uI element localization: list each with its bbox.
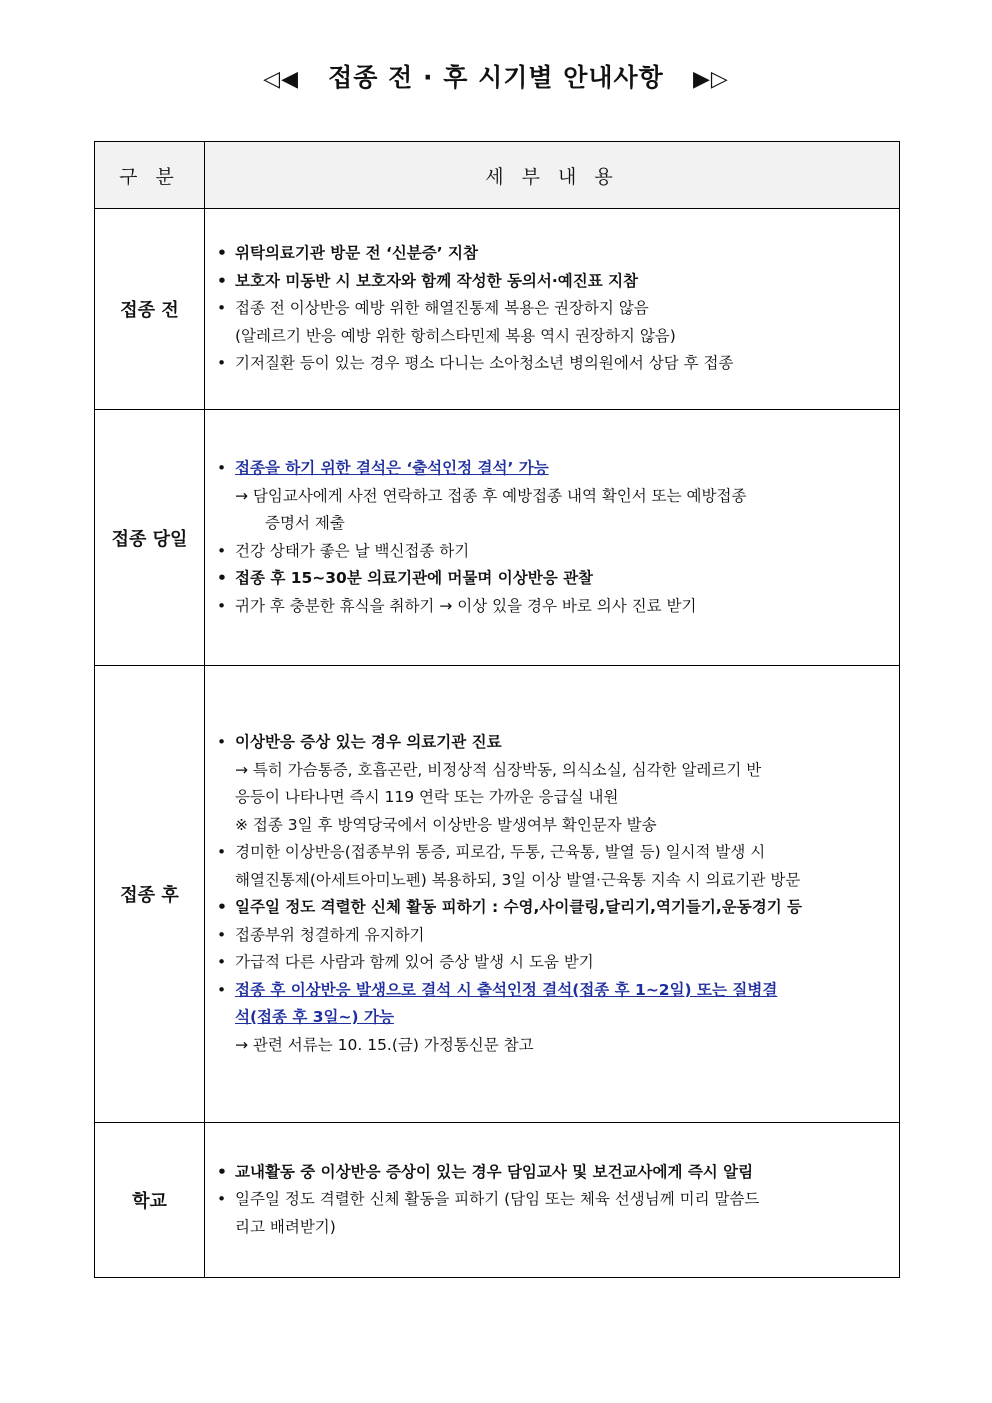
header-row xyxy=(95,142,900,209)
item-text-highlight: 접종 후 이상반응 발생으로 결석 시 출석인정 결석(접종 후 1~2일) 또는 질병결 xyxy=(235,980,778,999)
detail-list xyxy=(213,240,891,378)
list-item xyxy=(213,455,891,538)
item-sub: → 특히 가슴통증, 호흡곤란, 비정상적 심장박동, 의식소실, 심각한 알레르기 반 xyxy=(235,760,762,779)
list-item xyxy=(213,565,891,593)
item-sub: → 담임교사에게 사전 연락하고 접종 후 예방접종 내역 확인서 또는 예방접종 xyxy=(235,486,747,505)
list-item xyxy=(213,922,891,950)
item-text: 가급적 다른 사람과 함께 있어 증상 발생 시 도움 받기 xyxy=(235,953,594,971)
category-cell: 접종 당일 xyxy=(95,410,205,666)
category-cell: 학교 xyxy=(95,1123,205,1278)
item-text: 접종부위 청결하게 유지하기 xyxy=(235,925,425,944)
table-row-before xyxy=(95,209,900,410)
bullet-icon: • xyxy=(217,953,227,971)
list-item xyxy=(213,350,891,378)
page-title xyxy=(0,58,992,94)
item-continuation: 해열진통제(아세트아미노펜) 복용하되, 3일 이상 발열·근육통 지속 시 의료기관 방문 xyxy=(235,870,801,889)
item-text: 위탁의료기관 방문 전 ‘신분증’ 지참 xyxy=(235,244,478,263)
header-detail: 세 부 내 용 xyxy=(205,142,900,209)
item-text-highlight: 접종을 하기 위한 결석은 ‘출석인정 결석’ 가능 xyxy=(235,459,549,477)
list-item xyxy=(213,268,891,296)
category-cell: 접종 후 xyxy=(95,666,205,1123)
bullet-icon: • xyxy=(217,541,227,560)
bullet-icon: • xyxy=(217,1162,227,1181)
list-item xyxy=(213,949,891,977)
item-sub-continuation: 증명서 제출 xyxy=(265,514,345,532)
item-sub-continuation: 응등이 나타나면 즉시 119 연락 또는 가까운 응급실 내원 xyxy=(235,788,619,806)
bullet-icon: • xyxy=(217,459,227,477)
list-item xyxy=(213,593,891,621)
bullet-icon: • xyxy=(217,354,227,373)
table-row-same-day xyxy=(95,410,900,666)
list-item xyxy=(213,295,891,350)
left-arrows-icon: ◁◀ xyxy=(263,67,300,92)
list-item xyxy=(213,240,891,268)
category-cell: 접종 전 xyxy=(95,209,205,410)
item-text: 접종 후 15~30분 의료기관에 머물며 이상반응 관찰 xyxy=(235,569,594,587)
list-item xyxy=(213,894,891,922)
bullet-icon: • xyxy=(217,925,227,944)
item-text: 접종 전 이상반응 예방 위한 해열진통제 복용은 권장하지 않음 xyxy=(235,299,649,318)
item-text: 귀가 후 충분한 휴식을 취하기 → 이상 있을 경우 바로 의사 진료 받기 xyxy=(235,596,697,615)
item-continuation: 리고 배려받기) xyxy=(235,1217,336,1236)
table-row-school xyxy=(95,1123,900,1278)
list-item xyxy=(213,538,891,566)
bullet-icon: • xyxy=(217,569,227,587)
title-text: 접종 전 · 후 시기별 안내사항 xyxy=(328,63,664,92)
detail-list xyxy=(213,729,891,1059)
item-text: 기저질환 등이 있는 경우 평소 다니는 소아청소년 병의원에서 상담 후 접종 xyxy=(235,354,734,373)
detail-cell xyxy=(205,209,900,410)
bullet-icon: • xyxy=(217,244,227,263)
item-sub: → 관련 서류는 10. 15.(금) 가정통신문 참고 xyxy=(235,1035,534,1054)
list-item xyxy=(213,1186,891,1241)
bullet-icon: • xyxy=(217,980,227,999)
bullet-icon: • xyxy=(217,299,227,318)
detail-cell xyxy=(205,410,900,666)
list-item xyxy=(213,729,891,839)
item-text: 일주일 정도 격렬한 신체 활동을 피하기 (담임 또는 체육 선생님께 미리 말씀드 xyxy=(235,1190,760,1209)
header-category: 구 분 xyxy=(95,142,205,209)
guide-table xyxy=(94,141,900,1278)
detail-cell xyxy=(205,666,900,1123)
item-text: 일주일 정도 격렬한 신체 활동 피하기 : 수영,사이클링,달리기,역기들기,운동경기 등 xyxy=(235,898,803,916)
detail-list xyxy=(213,455,891,620)
right-arrows-icon: ▶▷ xyxy=(692,67,729,92)
list-item xyxy=(213,977,891,1060)
bullet-icon: • xyxy=(217,733,227,751)
table-row-after xyxy=(95,666,900,1123)
item-continuation: (알레르기 반응 예방 위한 항히스타민제 복용 역시 권장하지 않음) xyxy=(235,326,676,345)
list-item xyxy=(213,839,891,894)
bullet-icon: • xyxy=(217,271,227,290)
item-text: 보호자 미동반 시 보호자와 함께 작성한 동의서·예진표 지참 xyxy=(235,271,639,290)
bullet-icon: • xyxy=(217,898,227,916)
item-text: 교내활동 중 이상반응 증상이 있는 경우 담임교사 및 보건교사에게 즉시 알림 xyxy=(235,1162,754,1181)
item-note: ※ 접종 3일 후 방역당국에서 이상반응 발생여부 확인문자 발송 xyxy=(235,815,657,834)
item-continuation-highlight: 석(접종 후 3일~) 가능 xyxy=(235,1008,394,1026)
detail-list xyxy=(213,1159,891,1242)
detail-cell xyxy=(205,1123,900,1278)
item-text: 건강 상태가 좋은 날 백신접종 하기 xyxy=(235,541,470,560)
bullet-icon: • xyxy=(217,843,227,861)
list-item xyxy=(213,1159,891,1187)
bullet-icon: • xyxy=(217,1190,227,1209)
item-text: 경미한 이상반응(접종부위 통증, 피로감, 두통, 근육통, 발열 등) 일시적 발생 시 xyxy=(235,843,766,861)
bullet-icon: • xyxy=(217,596,227,615)
item-text: 이상반응 증상 있는 경우 의료기관 진료 xyxy=(235,733,502,751)
